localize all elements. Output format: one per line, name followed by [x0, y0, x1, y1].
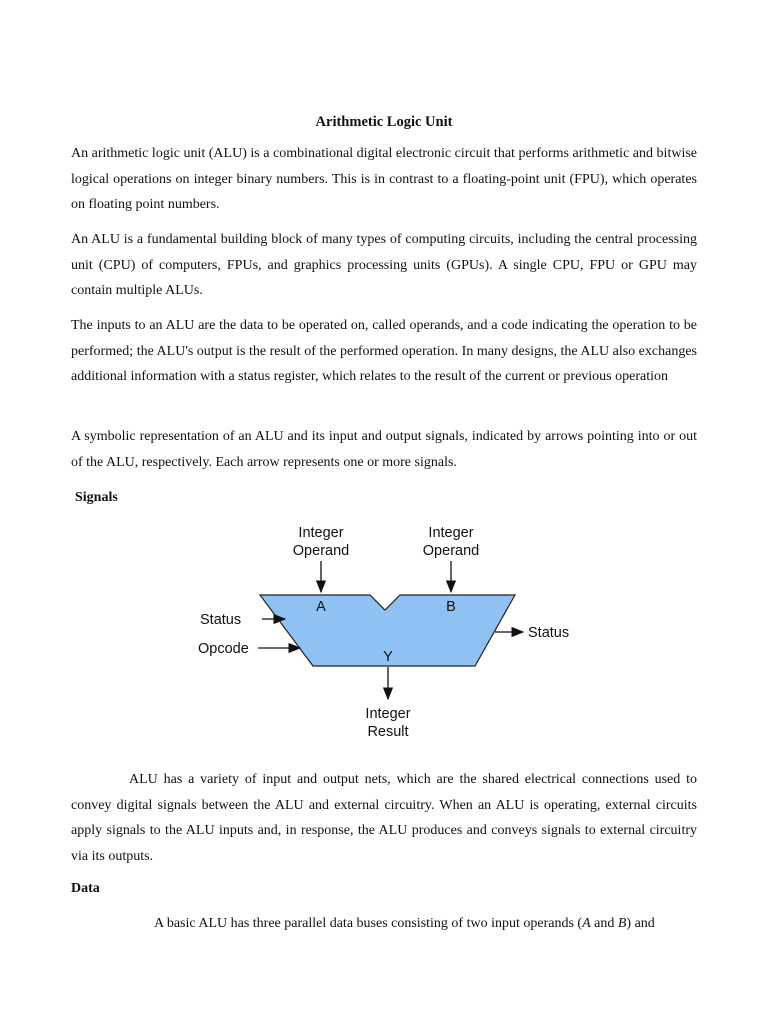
status-output-label: Status — [528, 625, 570, 641]
heading-data: Data — [71, 881, 100, 896]
data-paragraph-start: A basic ALU has three parallel data buses consisting of two input operands ( — [154, 916, 583, 931]
document-title: Arithmetic Logic Unit — [315, 114, 453, 130]
paragraph-inputs: The inputs to an ALU are the data to be operated on, called operands, and a code indicating the operation to be performed; the ALU's output is the result of the performed operation. In many designs, the ALU also exchanges additional information with a status register, which relates to the result of the current or previous operation — [71, 318, 697, 384]
result-label-line1: Integer — [365, 706, 411, 722]
operand-a-label-line2: Operand — [292, 543, 350, 559]
operand-a-label-line1: Integer — [298, 525, 344, 541]
heading-signals: Signals — [75, 490, 118, 505]
paragraph-signals: ALU has a variety of input and output nets, which are the shared electrical connections used to convey digital signals between the ALU and external circuitry. When an ALU is operating, external circuits apply signals to the ALU inputs and, in response, the ALU produces and conveys signals to external circuitry via its outputs. — [71, 772, 697, 864]
opcode-input-label: Opcode — [198, 641, 249, 657]
result-label-line2: Result — [367, 724, 409, 740]
paragraph-building-block: An ALU is a fundamental building block of many types of computing circuits, including the central processing unit (CPU) of computers, FPUs, and graphics processing units (GPUs). A single CPU, FPU or GPU may contain multiple ALUs. — [71, 232, 697, 298]
paragraph-intro: An arithmetic logic unit (ALU) is a combinational digital electronic circuit that performs arithmetic and bitwise logical operations on integer binary numbers. This is in contrast to a floating-point unit (FPU), which operates on floating point numbers. — [71, 146, 697, 212]
port-a-label: A — [316, 599, 326, 615]
data-paragraph-end: ) and — [626, 916, 655, 931]
port-b-label: B — [446, 599, 456, 615]
port-y-label: Y — [383, 649, 393, 665]
paragraph-data — [71, 911, 697, 937]
alu-diagram — [190, 515, 590, 745]
operand-b-label-line2: Operand — [422, 543, 480, 559]
status-input-label: Status — [200, 612, 242, 628]
data-paragraph-and: and — [590, 916, 618, 931]
data-paragraph-operand-b: B — [617, 916, 627, 931]
data-paragraph-operand-a: A — [582, 916, 591, 931]
operand-b-label-line1: Integer — [428, 525, 474, 541]
paragraph-symbolic-representation: A symbolic representation of an ALU and its input and output signals, indicated by arrows pointing into or out of the ALU, respectively. Each arrow represents one or more signals. — [71, 429, 697, 470]
